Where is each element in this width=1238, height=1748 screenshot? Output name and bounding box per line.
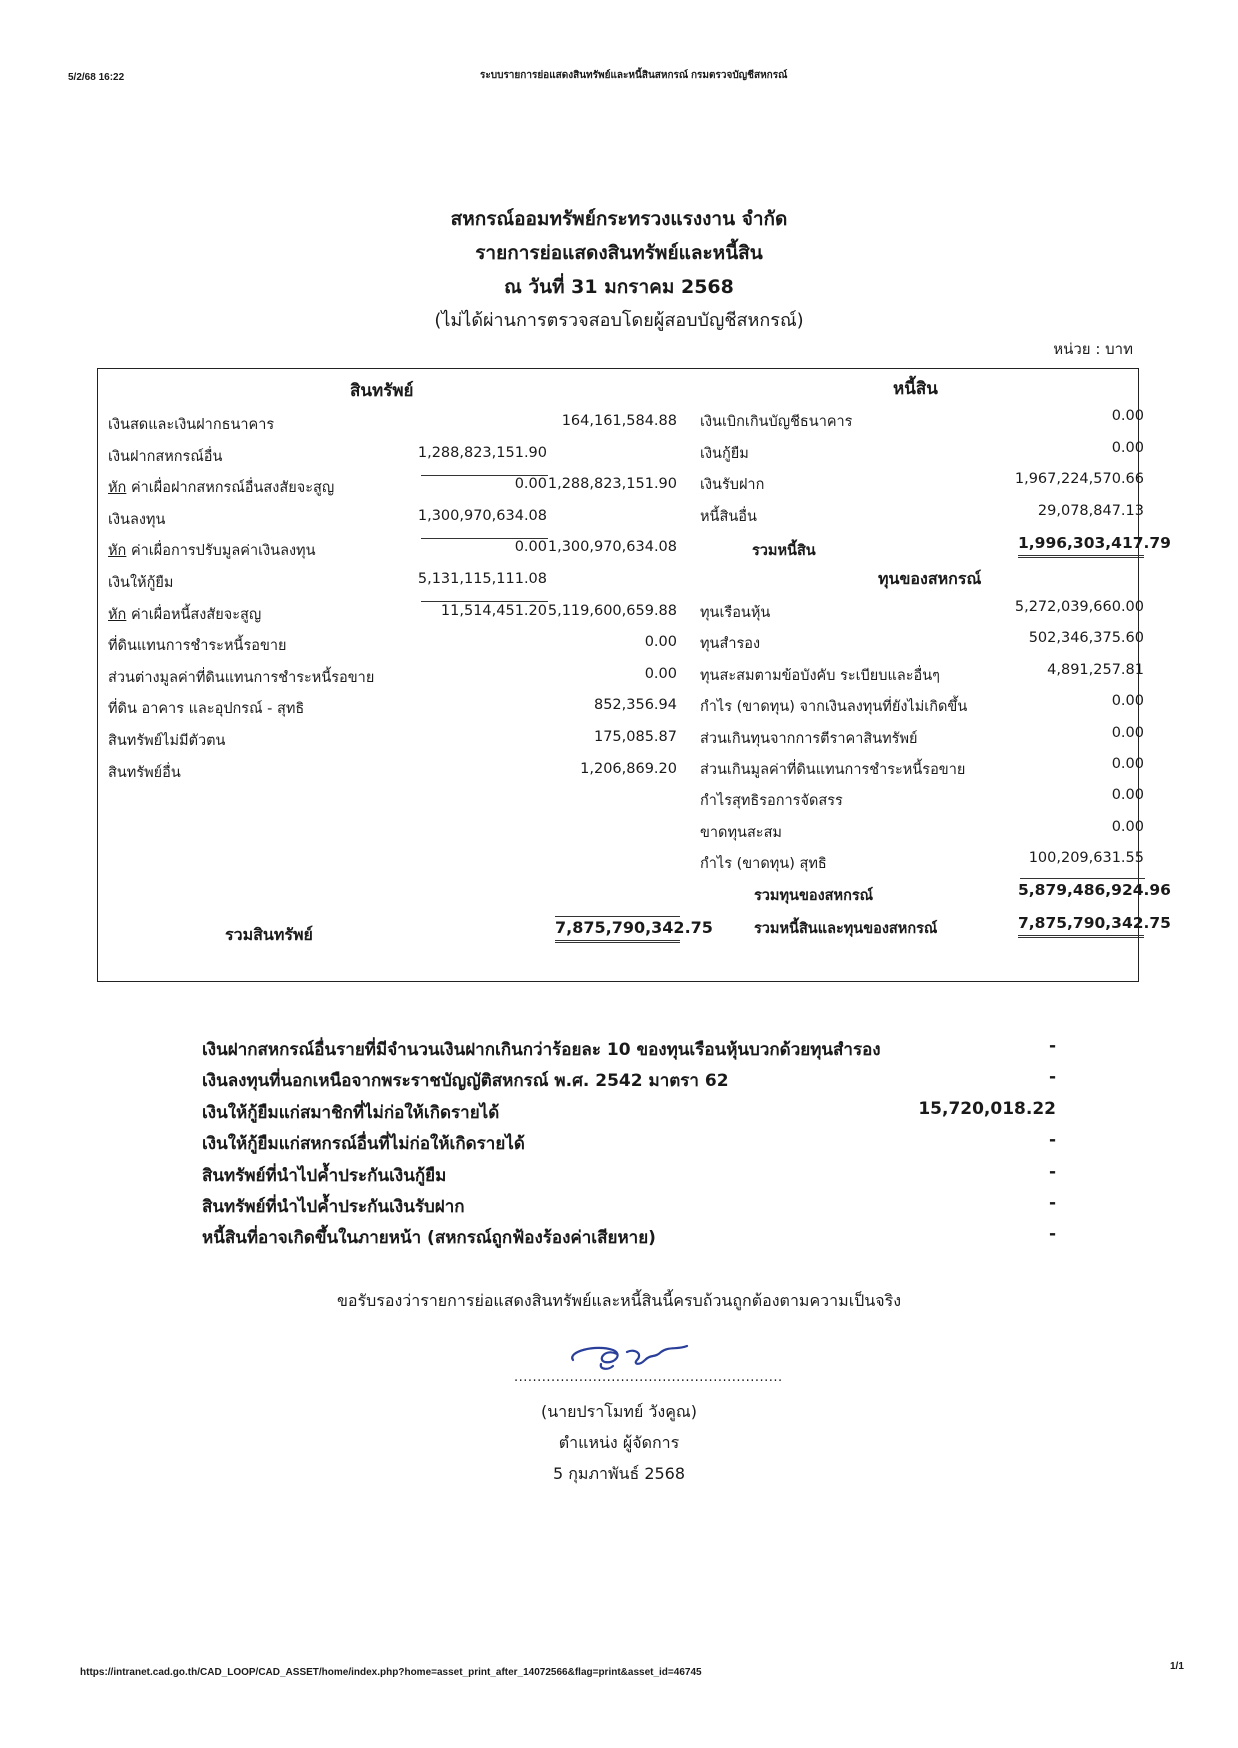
disclosure-value: - [1048,1224,1056,1244]
asset-item-text: ค่าเผื่อหนี้สงสัยจะสูญ [126,607,262,623]
disclosure-label: สินทรัพย์ที่นำไปค้ำประกันเงินกู้ยืม [202,1166,447,1186]
equity-row-label: กำไรสุทธิรอการจัดสรร [700,793,843,809]
underline [421,538,548,539]
asset-row-label [108,761,181,784]
deduct-prefix: หัก [108,480,127,496]
org-title: สหกรณ์ออมทรัพย์กระทรวงแรงงาน จำกัด [450,208,788,230]
print-datetime: 5/2/68 16:22 [68,72,125,83]
asset-row-value: 1,300,970,634.08 [547,539,677,555]
equity-row-value: 0.00 [1111,756,1144,772]
asset-item-text: เงินให้กู้ยืม [108,575,174,591]
asset-row-label [108,603,261,626]
asset-row-subvalue: 0.00 [514,539,547,555]
liability-row-label: หนี้สินอื่น [700,509,757,525]
equity-row-value: 0.00 [1111,693,1144,709]
equity-heading: ทุนของสหกรณ์ [878,569,982,588]
asset-row-label [108,634,287,657]
asset-item-text: เงินสดและเงินฝากธนาคาร [108,417,275,433]
asset-item-text: ที่ดิน อาคาร และอุปกรณ์ - สุทธิ [108,701,305,717]
deduct-prefix: หัก [108,543,127,559]
system-title: ระบบรายการย่อแสดงสินทรัพย์และหนี้สินสหกรณ์ กรมตรวจบัญชีสหกรณ์ [480,70,788,81]
report-date: ณ วันที่ 31 มกราคม 2568 [504,276,734,298]
disclosure-value: - [1048,1067,1056,1087]
asset-item-text: ที่ดินแทนการชำระหนี้รอขาย [108,638,287,654]
equity-row-value: 4,891,257.81 [1047,662,1144,678]
asset-item-text: สินทรัพย์ไม่มีตัวตน [108,733,226,749]
equity-row-value: 100,209,631.55 [1028,850,1144,866]
equity-total-label: รวมทุนของสหกรณ์ [754,888,874,904]
disclosure-value: - [1048,1193,1056,1213]
disclosure-value: - [1048,1162,1056,1182]
asset-item-text: เงินฝากสหกรณ์อื่น [108,449,223,465]
asset-row-label [108,697,304,720]
asset-row-label [108,476,334,499]
deduct-prefix: หัก [108,607,127,623]
asset-row-subvalue: 5,131,115,111.08 [417,571,547,587]
disclosure-label: หนี้สินที่อาจเกิดขึ้นในภายหน้า (สหกรณ์ถูกฟ้องร้องค่าเสียหาย) [202,1228,656,1248]
disclosure-value: - [1048,1130,1056,1150]
liability-row-value: 1,967,224,570.66 [1014,471,1144,487]
asset-item-text: ส่วนต่างมูลค่าที่ดินแทนการชำระหนี้รอขาย [108,670,375,686]
equity-row-label: ทุนสะสมตามข้อบังคับ ระเบียบและอื่นๆ [700,668,940,684]
equity-row-label: ทุนเรือนหุ้น [700,605,771,621]
assets-heading: สินทรัพย์ [350,381,414,401]
equity-row-label: กำไร (ขาดทุน) จากเงินลงทุนที่ยังไม่เกิดขึ้น [700,699,968,715]
asset-row-value: 0.00 [644,634,677,650]
asset-row-subvalue: 1,300,970,634.08 [417,508,547,524]
report-title: รายการย่อแสดงสินทรัพย์และหนี้สิน [475,242,763,264]
asset-item-text: เงินลงทุน [108,512,166,528]
liability-row-value: 0.00 [1111,408,1144,424]
asset-row-label [108,413,274,436]
disclosure-label: เงินฝากสหกรณ์อื่นรายที่มีจำนวนเงินฝากเกินกว่าร้อยละ 10 ของทุนเรือนหุ้นบวกด้วยทุนสำรอง [202,1040,881,1060]
equity-row-label: ส่วนเกินทุนจากการตีราคาสินทรัพย์ [700,731,918,747]
liability-row-label: เงินเบิกเกินบัญชีธนาคาร [700,414,853,430]
signer-position: ตำแหน่ง ผู้จัดการ [558,1433,680,1452]
liabilities-total-value: 1,996,303,417.79 [1018,534,1144,558]
disclosure-label: สินทรัพย์ที่นำไปค้ำประกันเงินรับฝาก [202,1197,465,1217]
asset-row-value: 1,206,869.20 [580,761,677,777]
equity-row-value: 0.00 [1111,787,1144,803]
liability-row-value: 29,078,847.13 [1037,503,1144,519]
underline [555,916,680,917]
assets-total-value: 7,875,790,342.75 [555,918,680,943]
liability-row-value: 0.00 [1111,440,1144,456]
asset-row-label [108,445,222,468]
underline [421,475,548,476]
signer-name: (นายปราโมทย์ วังคูณ) [540,1402,697,1421]
disclosure-value: - [1048,1036,1056,1056]
underline [1020,878,1145,879]
assets-total-label: รวมสินทรัพย์ [225,925,313,944]
disclosure-label: เงินลงทุนที่นอกเหนือจากพระราชบัญญัติสหกรณ์ พ.ศ. 2542 มาตรา 62 [202,1071,729,1091]
equity-row-label: กำไร (ขาดทุน) สุทธิ [700,856,827,872]
disclosure-label: เงินให้กู้ยืมแก่สหกรณ์อื่นที่ไม่ก่อให้เกิดรายได้ [202,1134,525,1154]
disclosure-label: เงินให้กู้ยืมแก่สมาชิกที่ไม่ก่อให้เกิดรายได้ [202,1103,500,1123]
grand-total-value: 7,875,790,342.75 [1018,914,1144,938]
page-number: 1/1 [1170,1661,1184,1672]
asset-row-value: 5,119,600,659.88 [547,603,677,619]
asset-row-value: 164,161,584.88 [561,413,677,429]
asset-row-subvalue: 1,288,823,151.90 [417,445,547,461]
equity-row-value: 5,272,039,660.00 [1014,599,1144,615]
asset-row-value: 175,085.87 [593,729,677,745]
unit-label: หน่วย : บาท [1053,340,1133,358]
equity-row-label: ส่วนเกินมูลค่าที่ดินแทนการชำระหนี้รอขาย [700,762,966,778]
equity-total-value: 5,879,486,924.96 [1018,881,1171,899]
sign-date: 5 กุมภาพันธ์ 2568 [552,1464,686,1483]
liability-row-label: เงินกู้ยืม [700,446,749,462]
asset-row-subvalue: 0.00 [514,476,547,492]
equity-row-value: 0.00 [1111,819,1144,835]
disclosure-value: 15,720,018.22 [918,1099,1056,1119]
asset-item-text: ค่าเผื่อการปรับมูลค่าเงินลงทุน [126,543,316,559]
equity-row-label: ทุนสำรอง [700,636,761,652]
equity-row-value: 502,346,375.60 [1028,630,1144,646]
asset-row-label [108,539,316,562]
underline [421,601,548,602]
liability-row-label: เงินรับฝาก [700,477,765,493]
asset-item-text: สินทรัพย์อื่น [108,765,181,781]
liabilities-total-label: รวมหนี้สิน [752,543,816,559]
certification-statement: ขอรับรองว่ารายการย่อแสดงสินทรัพย์และหนี้สินนี้ครบถ้วนถูกต้องตามความเป็นจริง [336,1291,902,1310]
asset-row-value: 0.00 [644,666,677,682]
asset-row-label [108,666,374,689]
grand-total-label: รวมหนี้สินและทุนของสหกรณ์ [754,921,938,937]
asset-row-label [108,729,225,752]
audit-note: (ไม่ได้ผ่านการตรวจสอบโดยผู้สอบบัญชีสหกรณ์) [434,310,804,331]
asset-row-label [108,571,173,594]
asset-item-text: ค่าเผื่อฝากสหกรณ์อื่นสงสัยจะสูญ [126,480,335,496]
asset-row-label [108,508,165,531]
asset-row-subvalue: 11,514,451.20 [440,603,547,619]
equity-row-label: ขาดทุนสะสม [700,825,782,841]
print-url: https://intranet.cad.go.th/CAD_LOOP/CAD_ASSET/home/index.php?home=asset_print_after_14072566&flag=print&asset_id=46745 [80,1667,702,1678]
asset-row-value: 852,356.94 [593,697,677,713]
asset-row-value: 1,288,823,151.90 [547,476,677,492]
equity-row-value: 0.00 [1111,725,1144,741]
liabilities-heading: หนี้สิน [893,379,938,399]
signature-line: .......................................................... [514,1370,783,1385]
